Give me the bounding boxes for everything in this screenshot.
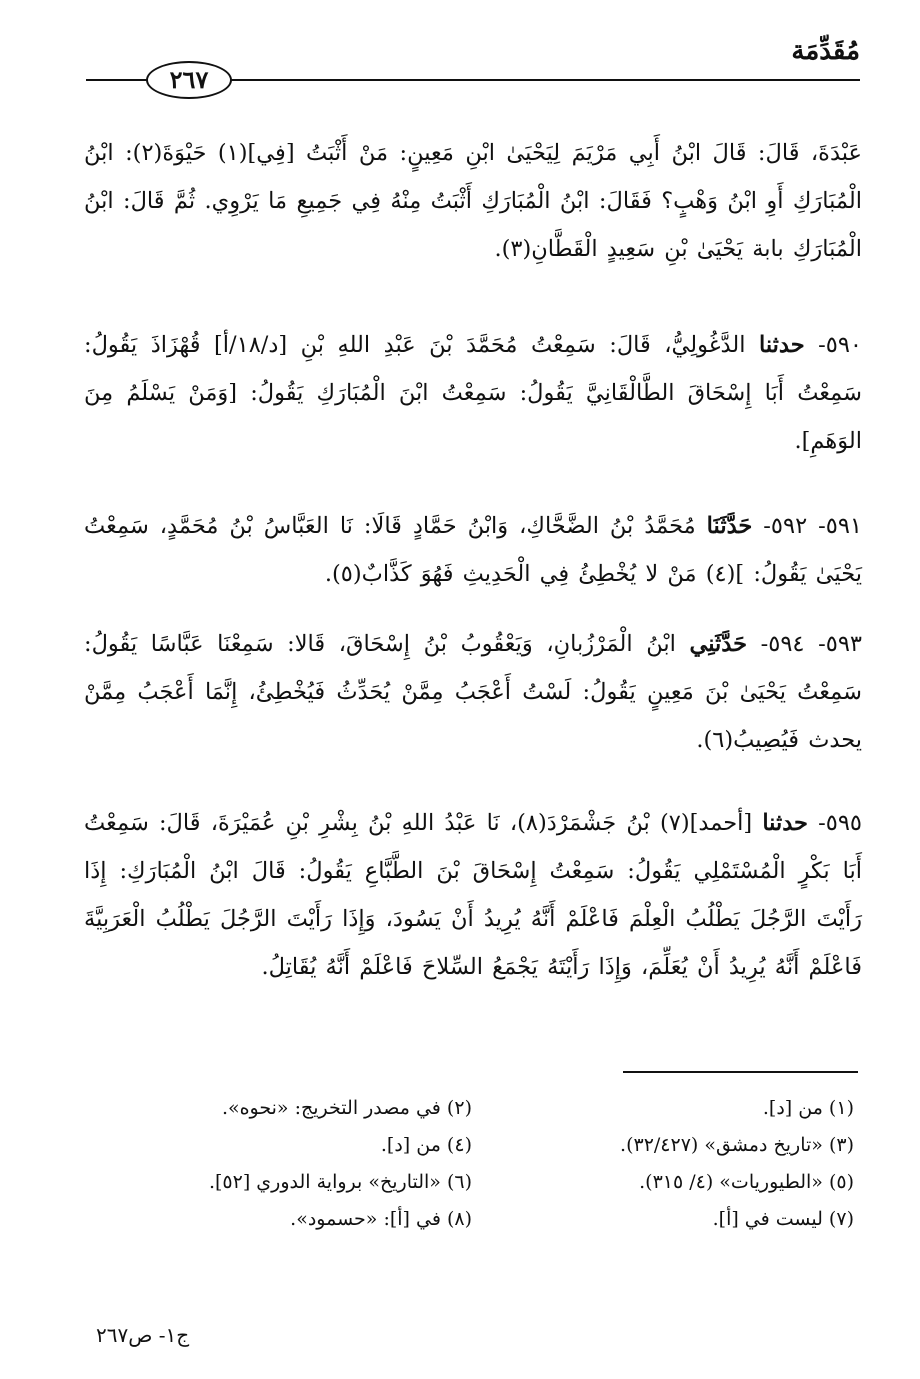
footnote-4: (٤) من [د]. [380, 1134, 472, 1156]
footnote-6: (٦) «التاريخ» برواية الدوري [٥٢]. [208, 1171, 472, 1193]
section-title: مُقَدِّمَة [791, 36, 860, 66]
hadith-number: ٥٩٣- ٥٩٤- [760, 631, 862, 657]
paragraph-text: الدَّغُولِيُّ، قَالَ: سَمِعْتُ مُحَمَّدَ بْنَ عَبْدِ اللهِ بْنِ [د/١٨/أ] قُهْزَاذَ يَقُولُ: سَمِعْتُ أَبَا إِسْحَاقَ الطَّالْقَانِيَّ يَقُولُ: سَمِعْتُ ابْنَ الْمُبَارَكِ يَقُولُ: [وَمَنْ يَسْلَمُ مِنَ الوَهَمِ]. [84, 332, 862, 454]
footnote-8: (٨) في [أ]: «حسمود». [290, 1208, 472, 1230]
paragraph-591-592 [84, 502, 862, 598]
hadith-number: ٥٩١- ٥٩٢- [763, 513, 863, 539]
footnote-5: (٥) «الطيوريات» (٤/ ٣١٥). [639, 1171, 854, 1193]
hadith-number: ٥٩٥- [818, 810, 862, 836]
paragraph-text: ابْنُ الْمَرْزُبانِ، وَيَعْقُوبُ بْنُ إِسْحَاقَ، قَالا: سَمِعْنَا عَبَّاسًا يَقُولُ: سَمِعْتُ يَحْيَىٰ بْنَ مَعِينٍ يَقُولُ: لَسْتُ أَعْجَبُ مِمَّنْ يُحَدِّثُ فَيُخْطِئُ، إِنَّمَا أَعْجَبُ مِمَّنْ يحدث فَيُصِيبُ(٦). [84, 631, 862, 753]
footnote-1: (١) من [د]. [762, 1097, 854, 1119]
paragraph-intro [84, 129, 862, 273]
paragraph-text: عَبْدَةَ، قَالَ: قَالَ ابْنُ أَبِي مَرْيَمَ لِيَحْيَىٰ ابْنِ مَعِينٍ: مَنْ أَثْبَتُ [فِي](١) حَيْوَةَ(٢): ابْنُ الْمُبَارَكِ أَوِ ابْنُ وَهْبٍ؟ فَقَالَ: ابْنُ الْمُبَارَكِ أَثْبَتُ مِنْهُ فِي جَمِيعِ مَا يَرْوِي. ثُمَّ قَالَ: ابْنُ الْمُبَارَكِ بابة يَحْيَىٰ بْنِ سَعِيدٍ الْقَطَّانِ(٣). [84, 140, 862, 262]
paragraph-text: مُحَمَّدُ بْنُ الضَّحَّاكِ، وَابْنُ حَمَّادٍ قَالَا: نَا العَبَّاسُ بْنُ مُحَمَّدٍ، سَمِعْتُ يَحْيَىٰ يَقُولُ: ](٤) مَنْ لا يُخْطِئُ فِي الْحَدِيثِ فَهُوَ كَذَّابٌ(٥). [84, 513, 862, 587]
hadith-opener: حَدَّثَنِي [689, 631, 748, 657]
paragraph-text: [أحمد](٧) بْنُ جَشْمَرْدَ(٨)، نَا عَبْدُ اللهِ بْنُ بِشْرِ بْنِ عُمَيْرَةَ، قَالَ: سَمِعْتُ أَبَا بَكْرٍ الْمُسْتَمْلِي يَقُولُ: سَمِعْتُ إِسْحَاقَ بْنَ الطَّبَّاعِ يَقُولُ: قَالَ ابْنُ الْمُبَارَكِ: إِذَا رَأَيْتَ الرَّجُلَ يَطْلُبُ الْعِلْمَ فَاعْلَمْ أَنَّهُ يُرِيدُ أَنْ يَسُودَ، وَإِذَا رَأَيْتَ الرَّجُلَ يَطْلُبُ الْعَرَبِيَّةَ فَاعْلَمْ أَنَّهُ يُرِيدُ أَنْ يُعَلِّمَ، وَإِذَا رَأَيْتَهُ يَجْمَعُ السِّلاحَ فَاعْلَمْ أَنَّهُ يُقَاتِلُ. [84, 810, 862, 980]
paragraph-590 [84, 321, 862, 465]
hadith-opener: حَدَّثَنَا [706, 513, 753, 539]
footnote-separator [623, 1071, 858, 1073]
hadith-opener: حدثنا [762, 810, 808, 836]
hadith-number: ٥٩٠- [818, 332, 862, 358]
volume-page-reference: ج١- ص٢٦٧ [96, 1323, 190, 1347]
footnote-2: (٢) في مصدر التخريج: «نحوه». [221, 1097, 472, 1119]
footnote-3: (٣) «تاريخ دمشق» (٣٢/٤٢٧). [620, 1134, 854, 1156]
paragraph-593-594 [84, 620, 862, 764]
page-number-badge: ٢٦٧ [146, 61, 232, 99]
hadith-opener: حدثنا [758, 332, 805, 358]
paragraph-595 [84, 799, 862, 991]
footnote-7: (٧) ليست في [أ]. [712, 1208, 854, 1230]
